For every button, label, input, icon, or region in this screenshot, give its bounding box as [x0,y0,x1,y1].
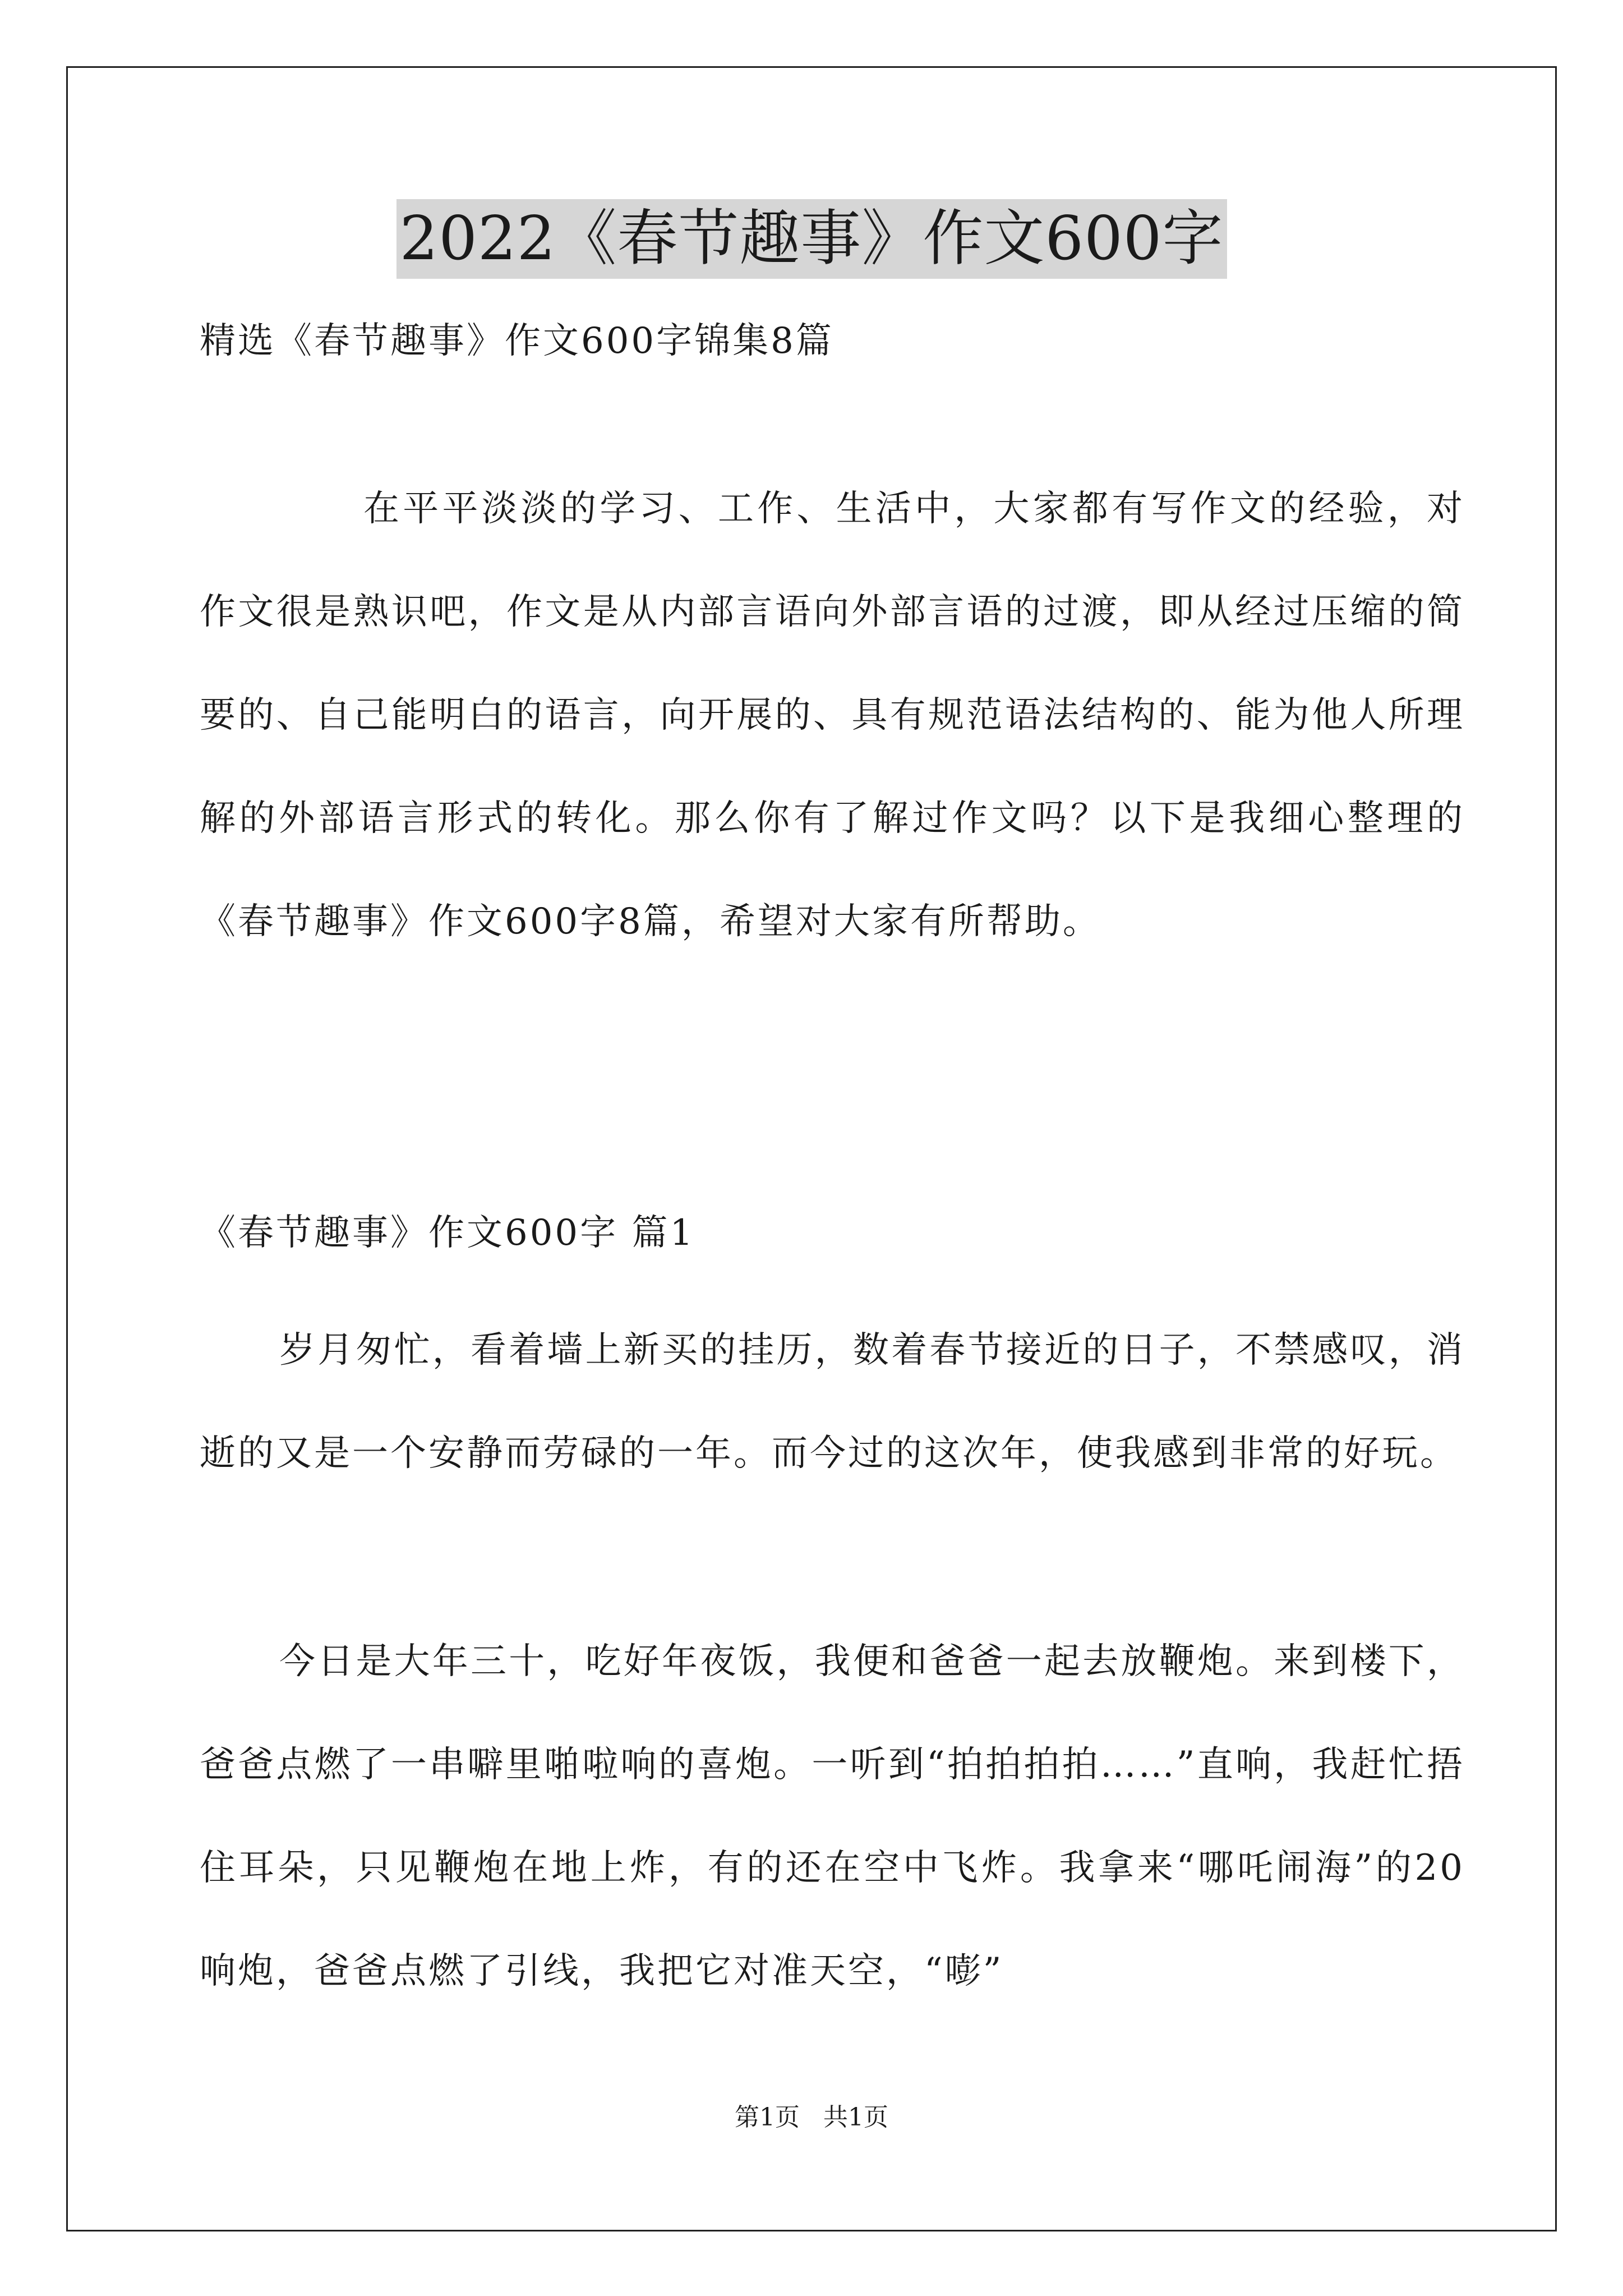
section-heading: 《春节趣事》作文600字 篇1 [200,1212,695,1254]
document-title: 2022《春节趣事》作文600字 [396,199,1227,279]
page-footer: 第1页 共1页 [735,2103,888,2132]
document-subtitle: 精选《春节趣事》作文600字锦集8篇 [200,320,834,362]
body-paragraph: 今日是大年三十，吃好年夜饭，我便和爸爸一起去放鞭炮。来到楼下，爸爸点燃了一串噼里啪啦响的喜炮。一听到“拍拍拍拍……”直响，我赶忙捂住耳朵，只见鞭炮在地上炸，有的还在空中飞炸。我拿来“哪吒闹海”的20响炮，爸爸点燃了引线，我把它对准天空，“嘭” [200,1641,1465,1992]
intro-paragraph: 在平平淡淡的学习、工作、生活中，大家都有写作文的经验，对作文很是熟识吧，作文是从内部言语向外部言语的过渡，即从经过压缩的简要的、自己能明白的语言，向开展的、具有规范语法结构的、能为他人所理解的外部语言形式的转化。那么你有了解过作文吗？以下是我细心整理的《春节趣事》作文600字8篇，希望对大家有所帮助。 [200,488,1465,942]
title-container [0,199,1623,279]
body-paragraph: 岁月匆忙，看着墙上新买的挂历，数着春节接近的日子，不禁感叹，消逝的又是一个安静而劳碌的一年。而今过的这次年，使我感到非常的好玩。 [200,1329,1465,1474]
